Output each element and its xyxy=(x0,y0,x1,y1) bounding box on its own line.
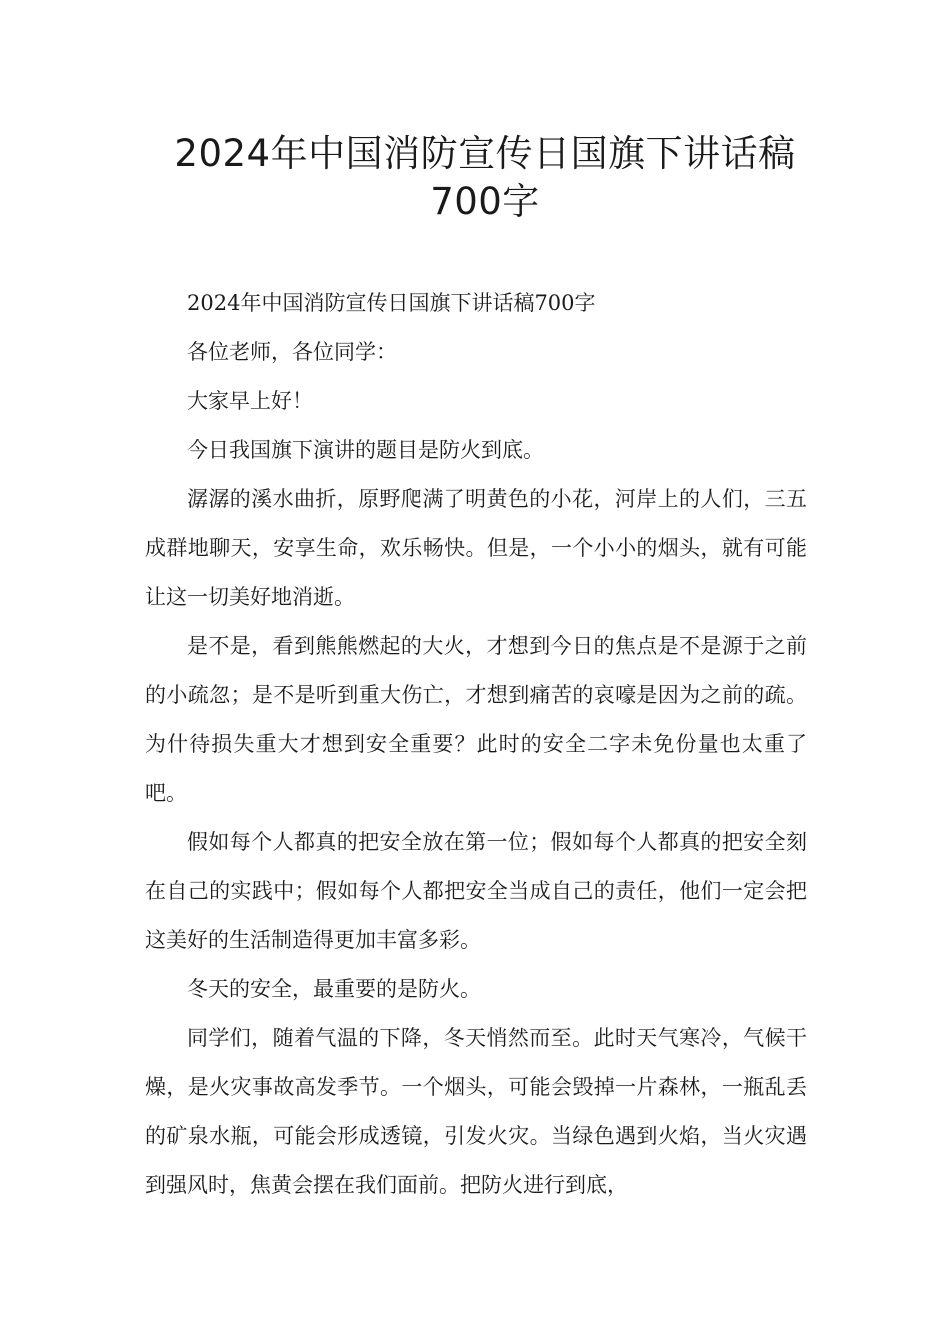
document-body xyxy=(145,279,807,1210)
document-title-line-2: 700字 xyxy=(430,180,540,223)
document-title-line-1: 2024年中国消防宣传日国旗下讲话稿 xyxy=(174,132,796,175)
document-title xyxy=(120,130,850,226)
paragraph: 冬天的安全，最重要的是防火。 xyxy=(187,977,481,1001)
paragraph-salutation: 各位老师，各位同学： xyxy=(187,340,397,364)
paragraph: 假如每个人都真的把安全放在第一位；假如每个人都真的把安全刻在自己的实践中；假如每个人都把安全当成自己的责任，他们一定会把这美好的生活制造得更加丰富多彩。 xyxy=(145,830,807,952)
paragraph: 同学们，随着气温的下降，冬天悄然而至。此时天气寒冷，气候干燥，是火灾事故高发季节。一个烟头，可能会毁掉一片森林，一瓶乱丢的矿泉水瓶，可能会形成透镜，引发火灾。当绿色遇到火焰，当火灾遇到强风时，焦黄会摆在我们面前。把防火进行到底， xyxy=(145,1026,807,1197)
paragraph: 是不是，看到熊熊燃起的大火，才想到今日的焦点是不是源于之前的小疏忽；是不是听到重大伤亡，才想到痛苦的哀嚎是因为之前的疏。为什待损失重大才想到安全重要？此时的安全二字未免份量也太重了吧。 xyxy=(145,634,807,805)
paragraph-greeting: 大家早上好！ xyxy=(187,389,313,413)
paragraph-topic: 今日我国旗下演讲的题目是防火到底。 xyxy=(187,438,544,462)
paragraph: 潺潺的溪水曲折，原野爬满了明黄色的小花，河岸上的人们，三五成群地聊天，安享生命，欢乐畅快。但是，一个小小的烟头，就有可能让这一切美好地消逝。 xyxy=(145,487,807,609)
paragraph-heading-repeat: 2024年中国消防宣传日国旗下讲话稿700字 xyxy=(187,291,596,315)
